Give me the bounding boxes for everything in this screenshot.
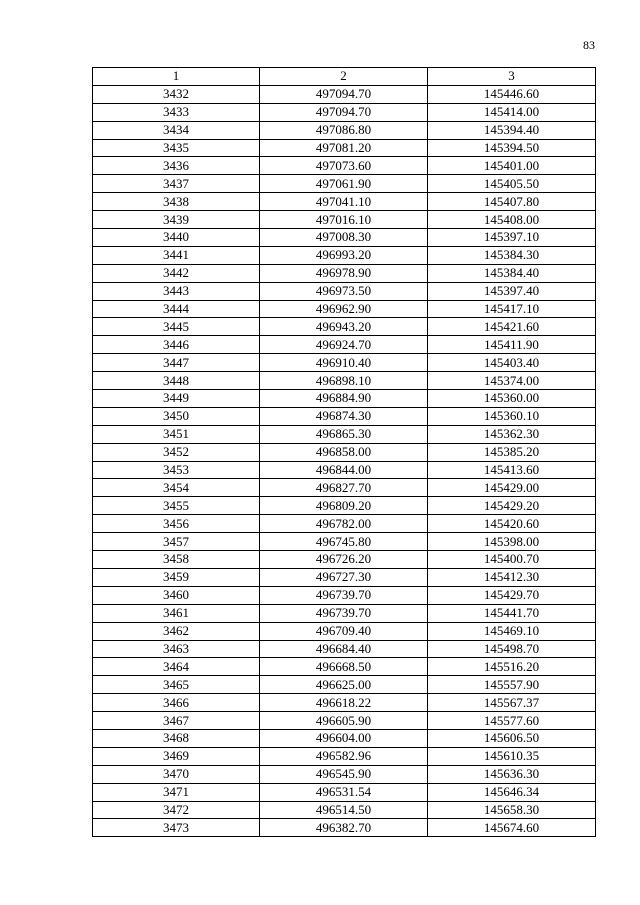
- table-cell-col-2: 496827.70: [260, 479, 428, 497]
- column-header-1: 1: [93, 68, 260, 86]
- table-cell-col-3: 145398.00: [428, 533, 596, 551]
- table-cell-col-3: 145420.60: [428, 515, 596, 533]
- table-cell-col-1: 3439: [93, 211, 260, 229]
- table-cell-col-3: 145405.50: [428, 175, 596, 193]
- table-cell-col-3: 145400.70: [428, 551, 596, 569]
- table-cell-col-1: 3470: [93, 765, 260, 783]
- table-row: [93, 568, 596, 586]
- table-row: [93, 121, 596, 139]
- table-row: [93, 622, 596, 640]
- table-cell-col-3: 145407.80: [428, 193, 596, 211]
- table-cell-col-2: 496684.40: [260, 640, 428, 658]
- table-cell-col-3: 145610.35: [428, 747, 596, 765]
- table-row: [93, 783, 596, 801]
- table-cell-col-3: 145421.60: [428, 318, 596, 336]
- table-cell-col-1: 3450: [93, 407, 260, 425]
- table-cell-col-3: 145498.70: [428, 640, 596, 658]
- coordinates-table: [92, 67, 596, 837]
- table-cell-col-2: 497061.90: [260, 175, 428, 193]
- table-cell-col-2: 496605.90: [260, 712, 428, 730]
- table-cell-col-1: 3452: [93, 443, 260, 461]
- table-cell-col-2: 496745.80: [260, 533, 428, 551]
- table-cell-col-2: 496809.20: [260, 497, 428, 515]
- table-cell-col-2: 497094.70: [260, 85, 428, 103]
- table-cell-col-2: 496884.90: [260, 390, 428, 408]
- table-cell-col-1: 3465: [93, 676, 260, 694]
- table-row: [93, 604, 596, 622]
- table-cell-col-2: 497086.80: [260, 121, 428, 139]
- table-cell-col-3: 145385.20: [428, 443, 596, 461]
- table-cell-col-2: 496943.20: [260, 318, 428, 336]
- table-row: [93, 157, 596, 175]
- table-cell-col-1: 3435: [93, 139, 260, 157]
- table-cell-col-2: 497094.70: [260, 103, 428, 121]
- table-cell-col-3: 145360.00: [428, 390, 596, 408]
- table-cell-col-3: 145429.70: [428, 586, 596, 604]
- table-cell-col-2: 496865.30: [260, 425, 428, 443]
- table-row: [93, 586, 596, 604]
- table-row: [93, 390, 596, 408]
- table-cell-col-1: 3445: [93, 318, 260, 336]
- table-cell-col-3: 145412.30: [428, 568, 596, 586]
- table-cell-col-2: 496924.70: [260, 336, 428, 354]
- table-cell-col-1: 3473: [93, 819, 260, 837]
- table-row: [93, 658, 596, 676]
- table-cell-col-3: 145417.10: [428, 300, 596, 318]
- table-row: [93, 407, 596, 425]
- table-cell-col-3: 145394.40: [428, 121, 596, 139]
- table-cell-col-1: 3468: [93, 729, 260, 747]
- table-cell-col-1: 3458: [93, 551, 260, 569]
- table-cell-col-3: 145674.60: [428, 819, 596, 837]
- table-row: [93, 193, 596, 211]
- table-cell-col-1: 3463: [93, 640, 260, 658]
- table-cell-col-3: 145397.40: [428, 282, 596, 300]
- table-row: [93, 211, 596, 229]
- table-cell-col-1: 3457: [93, 533, 260, 551]
- table-cell-col-1: 3449: [93, 390, 260, 408]
- table-cell-col-2: 496782.00: [260, 515, 428, 533]
- table-cell-col-3: 145646.34: [428, 783, 596, 801]
- table-cell-col-2: 496668.50: [260, 658, 428, 676]
- table-cell-col-1: 3444: [93, 300, 260, 318]
- table-cell-col-1: 3438: [93, 193, 260, 211]
- table-cell-col-3: 145401.00: [428, 157, 596, 175]
- table-row: [93, 443, 596, 461]
- table-cell-col-2: 496978.90: [260, 264, 428, 282]
- table-cell-col-2: 496727.30: [260, 568, 428, 586]
- table-row: [93, 318, 596, 336]
- table-cell-col-3: 145567.37: [428, 694, 596, 712]
- table-row: [93, 103, 596, 121]
- table-cell-col-1: 3454: [93, 479, 260, 497]
- table-cell-col-2: 496514.50: [260, 801, 428, 819]
- table-row: [93, 747, 596, 765]
- table-cell-col-2: 496604.00: [260, 729, 428, 747]
- table-cell-col-1: 3462: [93, 622, 260, 640]
- table-row: [93, 515, 596, 533]
- table-cell-col-1: 3446: [93, 336, 260, 354]
- table-row: [93, 819, 596, 837]
- table-cell-col-3: 145411.90: [428, 336, 596, 354]
- table-row: [93, 372, 596, 390]
- table-cell-col-3: 145429.00: [428, 479, 596, 497]
- table-row: [93, 229, 596, 247]
- table-cell-col-3: 145658.30: [428, 801, 596, 819]
- table-cell-col-3: 145606.50: [428, 729, 596, 747]
- table-cell-col-3: 145408.00: [428, 211, 596, 229]
- table-cell-col-2: 496726.20: [260, 551, 428, 569]
- table-row: [93, 640, 596, 658]
- table-cell-col-2: 496618.22: [260, 694, 428, 712]
- table-cell-col-3: 145362.30: [428, 425, 596, 443]
- table-cell-col-2: 497081.20: [260, 139, 428, 157]
- table-cell-col-1: 3469: [93, 747, 260, 765]
- table-cell-col-2: 496973.50: [260, 282, 428, 300]
- table-cell-col-3: 145403.40: [428, 354, 596, 372]
- table-cell-col-1: 3451: [93, 425, 260, 443]
- table-cell-col-2: 496709.40: [260, 622, 428, 640]
- table-cell-col-2: 496910.40: [260, 354, 428, 372]
- table-row: [93, 712, 596, 730]
- page-number: 83: [583, 38, 595, 52]
- table-cell-col-2: 496582.96: [260, 747, 428, 765]
- table-cell-col-2: 496739.70: [260, 586, 428, 604]
- table-row: [93, 765, 596, 783]
- table-cell-col-1: 3434: [93, 121, 260, 139]
- table-row: [93, 497, 596, 515]
- table-cell-col-2: 497008.30: [260, 229, 428, 247]
- table-cell-col-3: 145446.60: [428, 85, 596, 103]
- table-cell-col-1: 3437: [93, 175, 260, 193]
- table-row: [93, 801, 596, 819]
- table-cell-col-3: 145636.30: [428, 765, 596, 783]
- table-row: [93, 354, 596, 372]
- table-row: [93, 676, 596, 694]
- table-cell-col-1: 3467: [93, 712, 260, 730]
- table-row: [93, 282, 596, 300]
- table-cell-col-1: 3466: [93, 694, 260, 712]
- table-cell-col-3: 145441.70: [428, 604, 596, 622]
- table-row: [93, 694, 596, 712]
- table-row: [93, 551, 596, 569]
- table-cell-col-1: 3442: [93, 264, 260, 282]
- table-cell-col-1: 3441: [93, 246, 260, 264]
- table-cell-col-1: 3455: [93, 497, 260, 515]
- table-cell-col-1: 3433: [93, 103, 260, 121]
- table-cell-col-1: 3459: [93, 568, 260, 586]
- table-cell-col-1: 3471: [93, 783, 260, 801]
- table-cell-col-2: 496962.90: [260, 300, 428, 318]
- table-cell-col-2: 497041.10: [260, 193, 428, 211]
- table-cell-col-1: 3436: [93, 157, 260, 175]
- table-cell-col-2: 497073.60: [260, 157, 428, 175]
- table-cell-col-2: 496531.54: [260, 783, 428, 801]
- table-cell-col-3: 145577.60: [428, 712, 596, 730]
- table-cell-col-3: 145413.60: [428, 461, 596, 479]
- table-row: [93, 246, 596, 264]
- table-row: [93, 175, 596, 193]
- table-cell-col-2: 496993.20: [260, 246, 428, 264]
- table-cell-col-1: 3443: [93, 282, 260, 300]
- table-row: [93, 425, 596, 443]
- table-cell-col-3: 145516.20: [428, 658, 596, 676]
- table-cell-col-2: 496382.70: [260, 819, 428, 837]
- table-cell-col-1: 3456: [93, 515, 260, 533]
- table-cell-col-3: 145557.90: [428, 676, 596, 694]
- table-cell-col-1: 3461: [93, 604, 260, 622]
- table-cell-col-3: 145469.10: [428, 622, 596, 640]
- table-cell-col-3: 145394.50: [428, 139, 596, 157]
- table-row: [93, 139, 596, 157]
- table-header-row: [93, 68, 596, 86]
- table-cell-col-3: 145360.10: [428, 407, 596, 425]
- table-row: [93, 533, 596, 551]
- table-cell-col-3: 145397.10: [428, 229, 596, 247]
- table-cell-col-2: 496739.70: [260, 604, 428, 622]
- table-cell-col-2: 496858.00: [260, 443, 428, 461]
- column-header-2: 2: [260, 68, 428, 86]
- table-row: [93, 336, 596, 354]
- table-cell-col-1: 3432: [93, 85, 260, 103]
- table-cell-col-3: 145384.30: [428, 246, 596, 264]
- table-cell-col-3: 145374.00: [428, 372, 596, 390]
- table-cell-col-3: 145414.00: [428, 103, 596, 121]
- table-cell-col-1: 3448: [93, 372, 260, 390]
- table-cell-col-1: 3472: [93, 801, 260, 819]
- table-cell-col-1: 3453: [93, 461, 260, 479]
- table-row: [93, 264, 596, 282]
- table-cell-col-2: 496625.00: [260, 676, 428, 694]
- table-cell-col-3: 145384.40: [428, 264, 596, 282]
- table-row: [93, 85, 596, 103]
- table-row: [93, 461, 596, 479]
- table-cell-col-3: 145429.20: [428, 497, 596, 515]
- table-row: [93, 479, 596, 497]
- table-cell-col-1: 3460: [93, 586, 260, 604]
- table-cell-col-2: 496545.90: [260, 765, 428, 783]
- table-row: [93, 300, 596, 318]
- table-cell-col-2: 496898.10: [260, 372, 428, 390]
- table-cell-col-2: 496844.00: [260, 461, 428, 479]
- table-cell-col-1: 3447: [93, 354, 260, 372]
- table-cell-col-2: 497016.10: [260, 211, 428, 229]
- table-cell-col-1: 3440: [93, 229, 260, 247]
- table-body: [93, 85, 596, 836]
- table-row: [93, 729, 596, 747]
- table-cell-col-2: 496874.30: [260, 407, 428, 425]
- table-cell-col-1: 3464: [93, 658, 260, 676]
- column-header-3: 3: [428, 68, 596, 86]
